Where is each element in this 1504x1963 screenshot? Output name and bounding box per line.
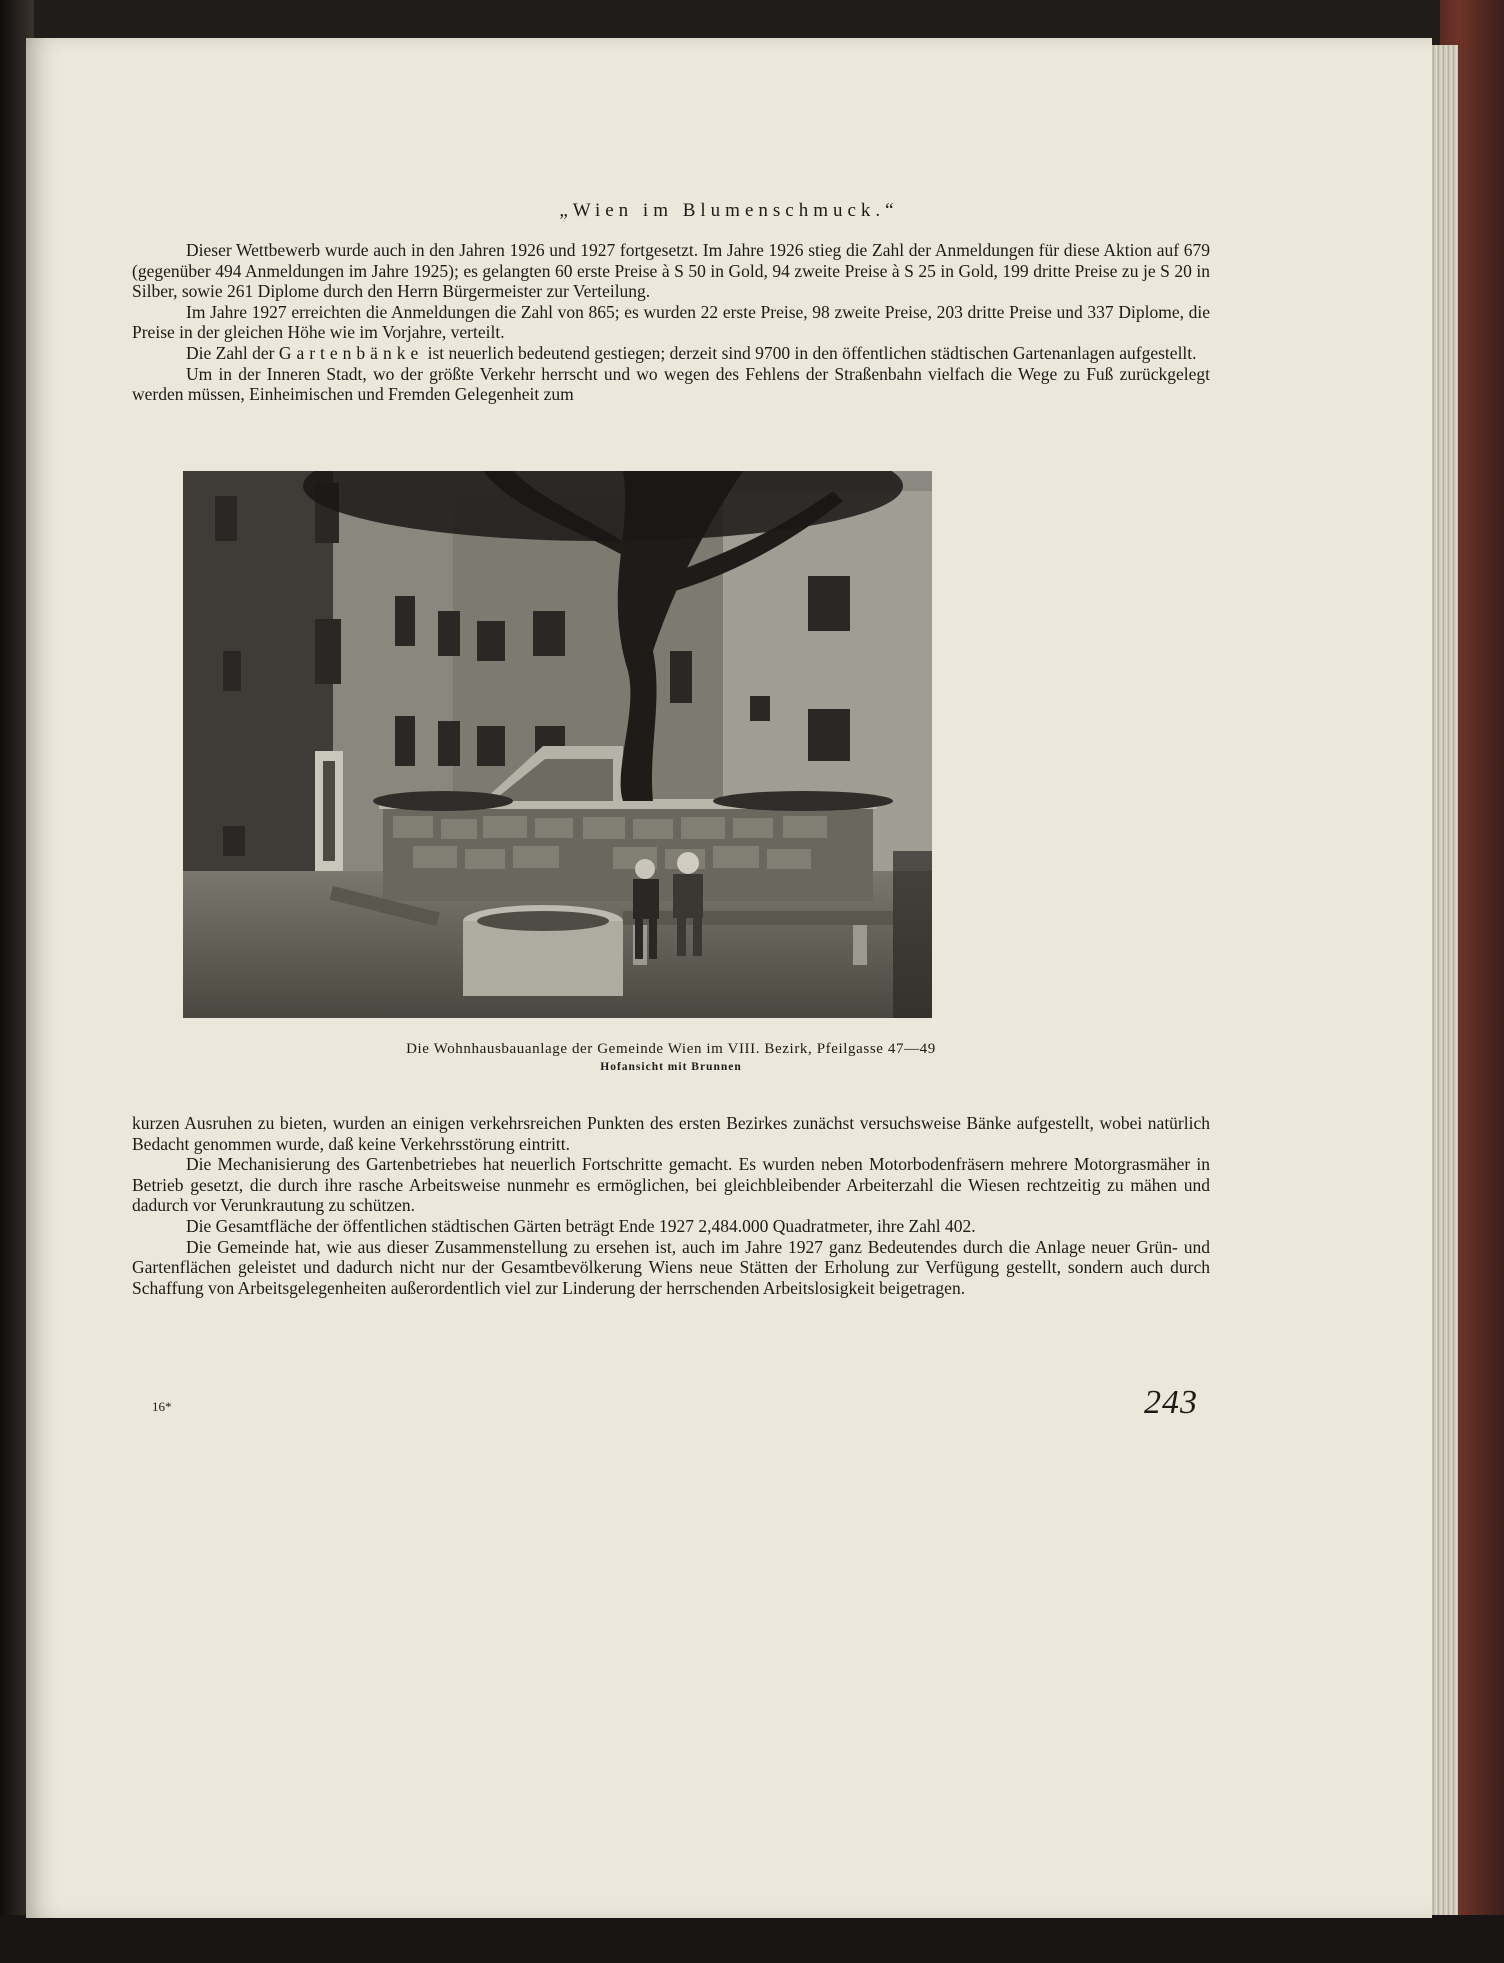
emphasized-term: Gartenbänke	[278, 342, 424, 363]
text-block-bottom	[132, 1113, 1210, 1298]
paragraph	[132, 343, 1210, 364]
courtyard-photograph	[183, 471, 932, 1018]
paragraph: Dieser Wettbewerb wurde auch in den Jahren 1926 und 1927 fortgesetzt. Im Jahre 1926 stieg die Zahl der Anmeldungen für diese Aktion auf 679 (gegenüber 494 Anmeldungen im Jahre 1925); es gelangten 60 erste Preise à S 50 in Gold, 94 zweite Preise à S 25 in Gold, 199 dritte Preise zu je S 20 in Silber, sowie 261 Diplome durch den Herrn Bürgermeister zur Verteilung.	[132, 240, 1210, 302]
photo-caption	[132, 1039, 1210, 1075]
book-page	[26, 38, 1432, 1918]
paragraph: Die Mechanisierung des Gartenbetriebes hat neuerlich Fortschritte gemacht. Es wurden neben Motorbodenfräsern mehrere Motorgrasmäher in Betrieb gesetzt, die durch ihre rasche Arbeitsweise nunmehr es ermöglichen, bei gleichbleibender Arbeiterzahl die Wiesen rechtzeitig zu mähen und dadurch vor Verunkrautung zu schützen.	[132, 1154, 1210, 1216]
caption-title: Die Wohnhausbauanlage der Gemeinde Wien im VIII. Bezirk, Pfeilgasse 47—49	[406, 1041, 936, 1057]
printer-signature: 16*	[152, 1399, 172, 1414]
paragraph: Um in der Inneren Stadt, wo der größte Verkehr herrscht und wo wegen des Fehlens der Straßenbahn vielfach die Wege zu Fuß zurückgelegt werden müssen, Einheimischen und Fremden Gelegenheit zum	[132, 363, 1210, 405]
paragraph: kurzen Ausruhen zu bieten, wurden an einigen verkehrsreichen Punkten des ersten Bezirkes zunächst versuchsweise Bänke aufgestellt, wobei natürlich Bedacht genommen wurde, daß keine Verkehrsstörung eintritt.	[132, 1113, 1210, 1154]
paragraph: Im Jahre 1927 erreichten die Anmeldungen die Zahl von 865; es wurden 22 erste Preise, 98 zweite Preise, 203 dritte Preise und 337 Diplome, die Preise in der gleichen Höhe wie im Vorjahre, verteilt.	[132, 301, 1210, 343]
paragraph: Die Gesamtfläche der öffentlichen städtischen Gärten beträgt Ende 1927 2,484.000 Quadratmeter, ihre Zahl 402.	[186, 1215, 976, 1236]
paragraph-text: ist neuerlich bedeutend gestiegen; derzeit sind 9700 in den öffentlichen städtischen Gartenanlagen aufgestellt.	[427, 342, 1197, 363]
section-heading: „Wien im Blumenschmuck.“	[559, 200, 899, 221]
paragraph-text: Die Zahl der	[186, 342, 275, 363]
text-block-top	[132, 240, 1210, 405]
photo-illustration	[183, 471, 932, 1018]
paragraph: Die Gemeinde hat, wie aus dieser Zusammenstellung zu ersehen ist, auch im Jahre 1927 ganz Bedeutendes durch die Anlage neuer Grün- und Gartenflächen geleistet und dadurch nicht nur der Gesamtbevölkerung Wiens neue Stätten der Erholung zur Verfügung gestellt, sondern auch durch Schaffung von Arbeitsgelegenheiten außerordentlich viel zur Linderung der herrschenden Arbeitslosigkeit beigetragen.	[132, 1236, 1210, 1298]
caption-subtitle: Hofansicht mit Brunnen	[600, 1061, 742, 1073]
book-cover-bottom	[0, 1915, 1504, 1963]
page-number: 243	[1144, 1384, 1198, 1421]
